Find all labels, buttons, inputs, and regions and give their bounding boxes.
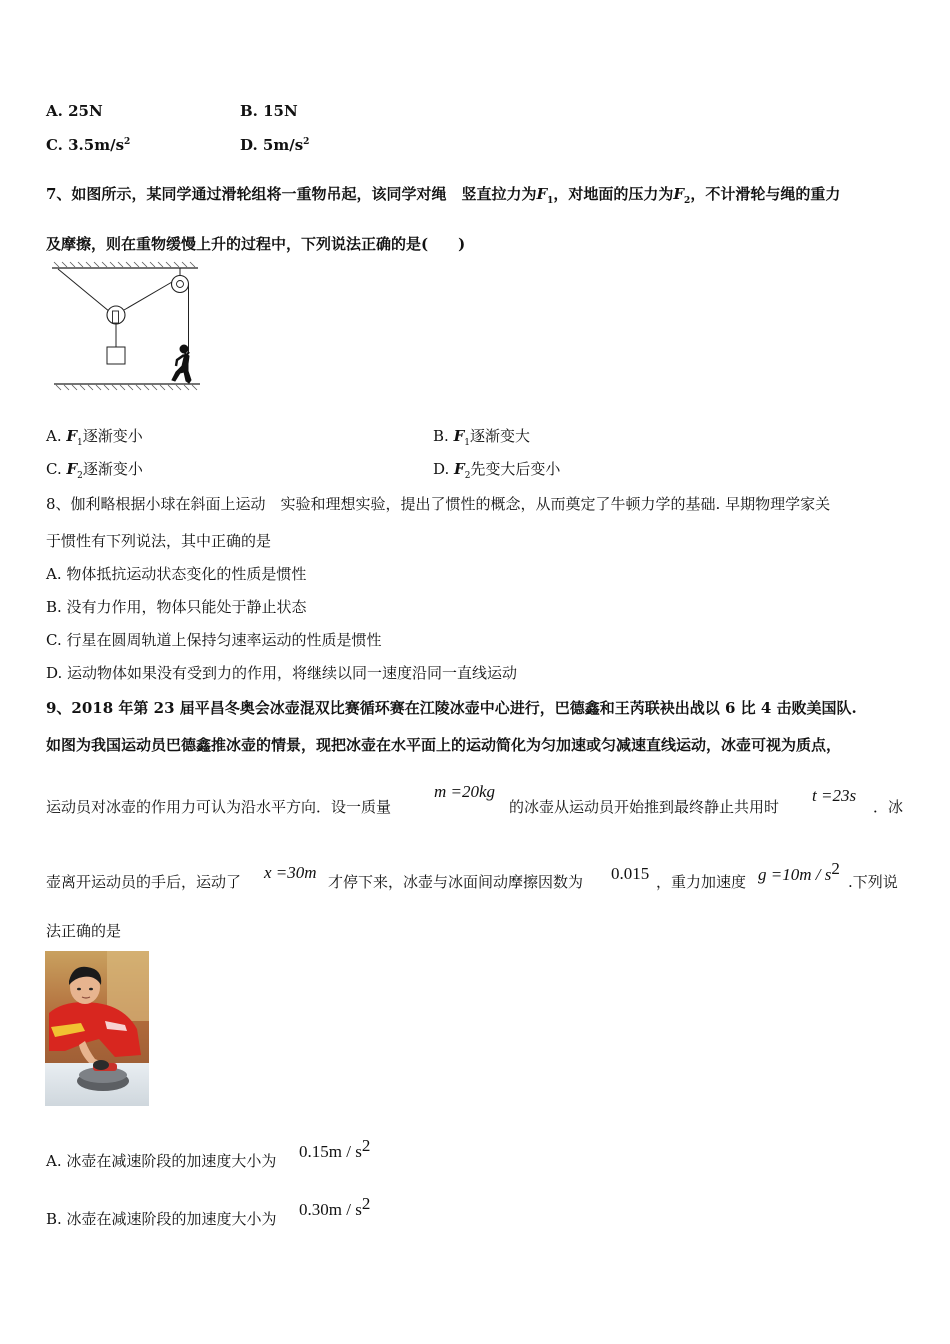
q6-option-c: C. $3.5m/s^2$ [46, 136, 131, 154]
q9-stem-line4-a: 壶离开运动员的手后，运动了 [46, 873, 242, 891]
q9-distance-expression: x =30m [264, 863, 317, 882]
q7-option-b: B. $F_1$逐渐变大 [433, 427, 530, 448]
q9-friction-coefficient: 0.015 [611, 864, 650, 883]
q8-option-c: C. 行星在圆周轨道上保持匀速率运动的性质是惯性 [46, 631, 382, 649]
q9-stem-line4-d: .下列说 [848, 873, 898, 891]
q9-stem-line4-b: 才停下来，冰壶与冰面间动摩擦因数为 [328, 873, 584, 891]
q9-stem-line4-c: ，重力加速度 [656, 873, 747, 891]
q9-time-expression: t =23s [812, 786, 857, 805]
q9-stem-line3-a: 运动员对冰壶的作用力可认为沿水平方向．设一质量 [46, 798, 392, 816]
curling-athlete-photo [45, 951, 149, 1106]
q9-mass-expression: m =20kg [434, 782, 496, 801]
q8-option-d: D. 运动物体如果没有受到力的作用，将继续以同一速度沿同一直线运动 [46, 664, 518, 682]
q6-option-b: B. 15N [240, 102, 298, 120]
q9-stem-line3-b: 的冰壶从运动员开始推到最终静止共用时 [509, 798, 780, 816]
q8-stem-line2: 于惯性有下列说法，其中正确的是 [46, 532, 272, 550]
q8-option-a: A. 物体抵抗运动状态变化的性质是惯性 [46, 565, 307, 583]
q7-stem-line2: 及摩擦，则在重物缓慢上升的过程中，下列说法正确的是( ) [46, 235, 466, 253]
q9-option-a-value: $0.15m / s^2$ [299, 1136, 371, 1161]
q8-stem-line1: 8、伽利略根据小球在斜面上运动 实验和理想实验，提出了惯性的概念，从而奠定了牛顿力学的基础. 早期物理学家关 [46, 495, 831, 513]
q9-stem-line3-c: ．冰 [873, 798, 904, 816]
q7-option-a: A. $F_1$逐渐变小 [46, 427, 143, 448]
q6-option-a: A. 25N [46, 102, 103, 120]
q9-stem-line2: 如图为我国运动员巴德鑫推冰壶的情景，现把冰壶在水平面上的运动简化为匀加速或匀减速直线运动，冰壶可视为质点， [46, 736, 842, 754]
pulley-diagram [48, 260, 208, 395]
q9-stem-line5: 法正确的是 [46, 922, 122, 940]
q7-option-c: C. $F_2$逐渐变小 [46, 460, 143, 481]
q6-option-d: D. $5m/s^2$ [240, 136, 310, 154]
q9-option-b: B. 冰壶在减速阶段的加速度大小为 [46, 1210, 277, 1228]
q7-option-d: D. $F_2$先变大后变小 [433, 460, 561, 481]
q7-stem-line1: 7、如图所示，某同学通过滑轮组将一重物吊起，该同学对绳 竖直拉力为$F_1$，对地面的压力为$F_2$，不计滑轮与绳的重力 [46, 185, 841, 206]
q8-option-b: B. 没有力作用，物体只能处于静止状态 [46, 598, 307, 616]
q9-stem-line1: 9、2018 年第 23 届平昌冬奥会冰壶混双比赛循环赛在江陵冰壶中心进行，巴德鑫和王芮联袂出战以 6 比 4 击败美国队. [46, 699, 857, 717]
q9-option-b-value: $0.30m / s^2$ [299, 1194, 371, 1219]
q9-gravity-expression: $g =10m / s^2$ [758, 859, 840, 884]
q9-option-a: A. 冰壶在减速阶段的加速度大小为 [46, 1152, 277, 1170]
